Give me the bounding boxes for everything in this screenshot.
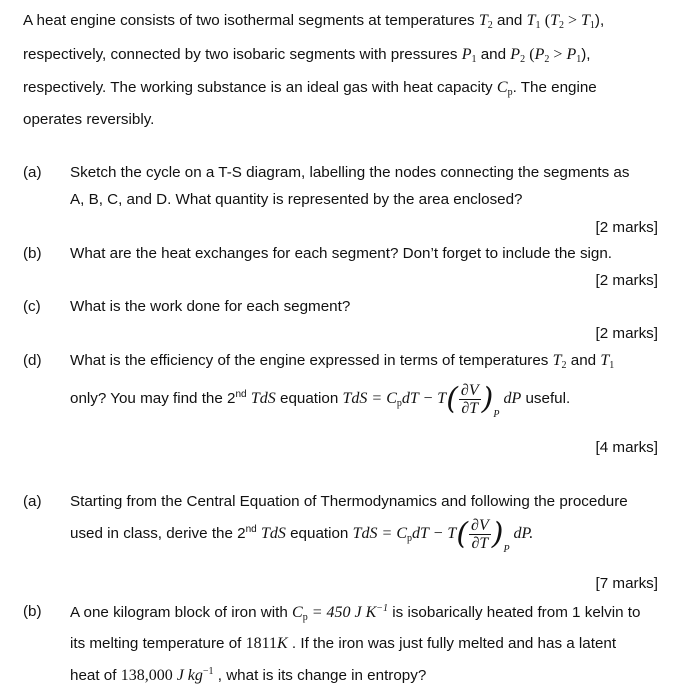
intro-line-1 [23, 12, 604, 31]
math-T1: $T_1$ [600, 352, 615, 371]
math-latent-heat: 138,000 J $kg^{-1}$ [120, 666, 214, 684]
q1a-text-2: A, B, C, and D. What quantity is represented by the area enclosed? [70, 191, 523, 208]
q2a-text: used in class, derive the 2 [70, 525, 246, 543]
q1d-text: only? You may find the 2 [70, 390, 236, 408]
intro-end: ), [581, 46, 591, 63]
q2b-text-3 [70, 666, 426, 685]
superscript: nd [245, 524, 257, 536]
q2a-text-1: Starting from the Central Equation of Thermodynamics and following the procedure [70, 493, 628, 510]
q1b-text: What are the heat exchanges for each segment? Don’t forget to include the sign. [70, 245, 613, 262]
q1d-text-2 [70, 382, 570, 420]
tds-equation: TdS = $C_pdT - T$( $\frac{\partial V}{\partial T}$ )$_P$ dP. [352, 516, 534, 556]
math-ineq-T: ($T_2 > T_1$ [544, 12, 595, 31]
q1c-marks: [2 marks] [595, 325, 658, 342]
q2a-text-2 [70, 517, 533, 555]
q1d-and: and [570, 352, 597, 369]
q2b-text-1 [70, 603, 640, 623]
math-Cp: $C_p$ [496, 79, 513, 98]
q1b-marks: [2 marks] [595, 272, 658, 289]
intro-text: respectively, connected by two isobaric segments with pressures [23, 46, 458, 63]
q2a-marks: [7 marks] [595, 575, 658, 592]
q1d-text: equation [280, 390, 339, 408]
math-T2: $T_2$ [552, 352, 567, 371]
math-tds: TdS [260, 525, 286, 543]
math-P2: $P_2$ [510, 46, 526, 65]
intro-text: A heat engine consists of two isothermal segments at temperatures [23, 12, 475, 29]
q1d-marks: [4 marks] [595, 439, 658, 456]
q1d-text: What is the efficiency of the engine expressed in terms of temperatures [70, 352, 549, 369]
intro-line-2 [23, 46, 591, 65]
math-T1: $T_1$ [526, 12, 541, 31]
q2b-text-2 [70, 635, 616, 653]
q1d-text-1 [70, 352, 614, 371]
intro-and: and [480, 46, 507, 63]
q1c-text: What is the work done for each segment? [70, 298, 351, 315]
q1d-text: useful. [525, 390, 571, 408]
q2b-text: heat of [70, 667, 117, 684]
intro-end: ), [594, 12, 605, 29]
intro-line-3 [23, 79, 597, 98]
q1a-text-1: Sketch the cycle on a T-S diagram, labelling the nodes connecting the segments as [70, 164, 630, 181]
q2b-text: . If the iron was just fully melted and has a latent [291, 635, 617, 652]
tds-equation: TdS = $C_pdT - T$( $\frac{\partial V}{\partial T}$ )$_P$ dP [342, 381, 522, 421]
intro-text: respectively. The working substance is an ideal gas with heat capacity [23, 79, 493, 96]
q1a-label: (a) [23, 164, 42, 181]
q1a-marks: [2 marks] [595, 219, 658, 236]
math-P1: $P_1$ [461, 46, 477, 65]
math-T2: $T_2$ [478, 12, 493, 31]
math-tds: TdS [250, 390, 276, 408]
superscript: nd [235, 389, 247, 401]
q2b-text: , what is its change in entropy? [217, 667, 427, 684]
math-ineq-P: ($P_2 > P_1$ [529, 46, 582, 65]
q2b-text: its melting temperature of [70, 635, 242, 652]
math-cp-value: $C_p = 450$ J $K^{-1}$ [292, 603, 389, 623]
intro-text: operates reversibly. [23, 111, 155, 128]
intro-line-4 [23, 111, 154, 128]
q2b-text: A one kilogram block of iron with [70, 604, 288, 621]
q2b-label: (b) [23, 603, 42, 620]
q1b-label: (b) [23, 245, 42, 262]
q1c-label: (c) [23, 298, 41, 315]
q2a-label: (a) [23, 493, 42, 510]
intro-end: . The engine [512, 79, 597, 96]
math-melt-temp: 1811K [245, 635, 288, 652]
q1d-label: (d) [23, 352, 42, 369]
intro-and: and [497, 12, 523, 29]
q2a-text: equation [290, 525, 349, 543]
q2b-text: is isobarically heated from 1 kelvin to [392, 604, 641, 621]
